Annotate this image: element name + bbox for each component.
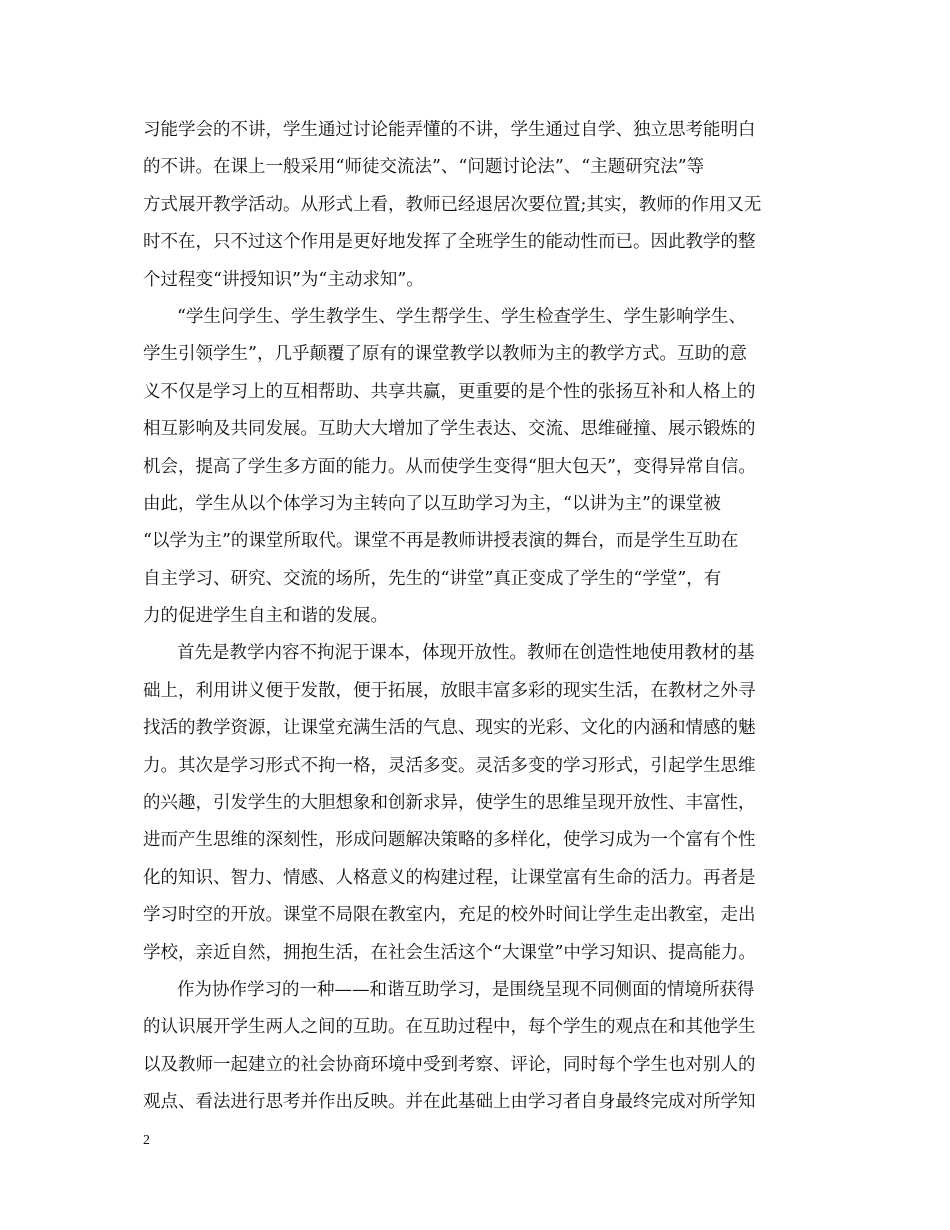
text-line: 的不讲。在课上一般采用“师徒交流法”、“问题讨论法”、“主题研究法”等 xyxy=(143,157,705,178)
text-line: 学校，亲近自然，拥抱生活，在社会生活这个“大课堂”中学习知识、提高能力。 xyxy=(143,942,756,963)
page-number: 2 xyxy=(143,1133,150,1148)
text-line: 力。其次是学习形式不拘一格，灵活多变。灵活多变的学习形式，引起学生思维 xyxy=(143,755,756,776)
text-line: 以及教师一起建立的社会协商环境中受到考察、评论，同时每个学生也对别人的 xyxy=(143,1054,756,1075)
text-line: 学生引领学生”，几乎颠覆了原有的课堂教学以教师为主的教学方式。互助的意 xyxy=(143,344,747,365)
text-line: 化的知识、智力、情感、人格意义的构建过程，让课堂富有生命的活力。再者是 xyxy=(143,867,756,888)
text-line: 进而产生思维的深刻性，形成问题解决策略的多样化，使学习成为一个富有个性 xyxy=(143,830,756,851)
text-line: 相互影响及共同发展。互助大大增加了学生表达、交流、思维碰撞、展示锻炼的 xyxy=(143,419,756,440)
text-line: 观点、看法进行思考并作出反映。并在此基础上由学习者自身最终完成对所学知 xyxy=(143,1092,756,1113)
text-line: 习能学会的不讲，学生通过讨论能弄懂的不讲，学生通过自学、独立思考能明白 xyxy=(143,120,756,140)
paragraph-start-line: “学生问学生、学生教学生、学生帮学生、学生检查学生、学生影响学生、 xyxy=(177,306,746,327)
body-text xyxy=(143,112,833,1122)
text-line: “以学为主”的课堂所取代。课堂不再是教师讲授表演的舞台，而是学生互助在 xyxy=(143,531,739,552)
text-line: 的认识展开学生两人之间的互助。在互助过程中，每个学生的观点在和其他学生 xyxy=(143,1017,756,1038)
text-line: 学习时空的开放。课堂不局限在教室内，充足的校外时间让学生走出教室，走出 xyxy=(143,905,756,926)
text-line: 个过程变“讲授知识”为“主动求知”。 xyxy=(143,269,424,290)
text-line: 础上，利用讲义便于发散，便于拓展，放眼丰富多彩的现实生活，在教材之外寻 xyxy=(143,680,756,701)
text-line: 方式展开教学活动。从形式上看，教师已经退居次要位置;其实，教师的作用又无 xyxy=(143,194,762,215)
text-line: 机会，提高了学生多方面的能力。从而使学生变得“胆大包天”，变得异常自信。 xyxy=(143,456,756,477)
text-line: 力的促进学生自主和谐的发展。 xyxy=(143,606,388,627)
text-line: 的兴趣，引发学生的大胆想象和创新求异，使学生的思维呈现开放性、丰富性， xyxy=(143,793,756,814)
paragraph-start-line: 作为协作学习的一种——和谐互助学习，是围绕呈现不同侧面的情境所获得 xyxy=(177,979,755,1000)
text-line: 时不在，只不过这个作用是更好地发挥了全班学生的能动性而已。因此教学的整 xyxy=(143,232,756,253)
paragraph-start-line: 首先是教学内容不拘泥于课本，体现开放性。教师在创造性地使用教材的基 xyxy=(177,643,755,664)
text-line: 由此，学生从以个体学习为主转向了以互助学习为主，“以讲为主”的课堂被 xyxy=(143,493,721,514)
text-line: 自主学习、研究、交流的场所，先生的“讲堂”真正变成了学生的“学堂”，有 xyxy=(143,568,722,589)
text-line: 义不仅是学习上的互相帮助、共享共赢，更重要的是个性的张扬互补和人格上的 xyxy=(143,381,756,402)
text-line: 找活的教学资源，让课堂充满生活的气息、现实的光彩、文化的内涵和情感的魅 xyxy=(143,718,756,739)
